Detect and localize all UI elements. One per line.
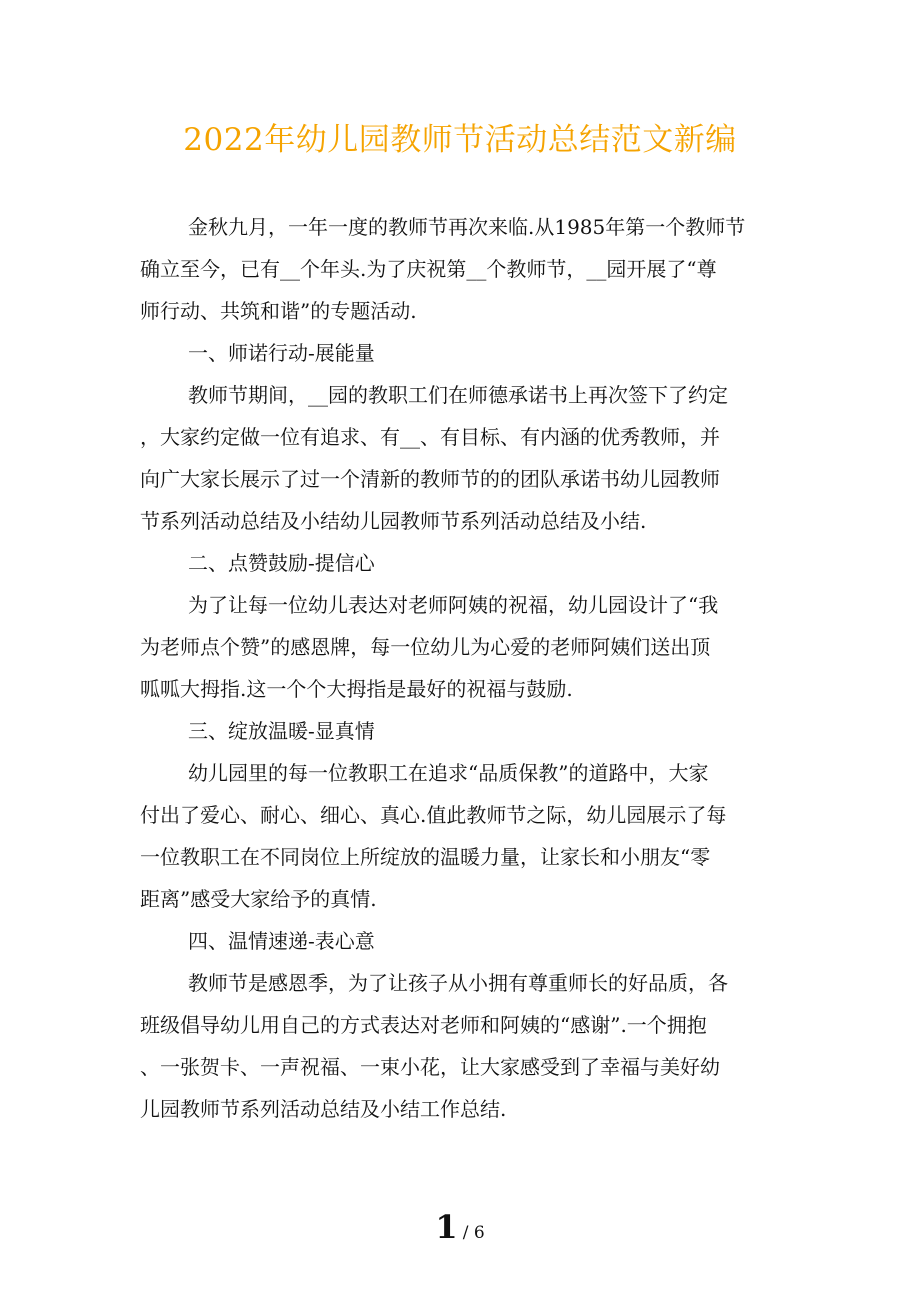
page-number: 1 (435, 1208, 458, 1246)
text-line: 幼儿园里的每一位教职工在追求“品质保教”的道路中，大家 (188, 761, 709, 785)
text-line: 教师节期间，__园的教职工们在师德承诺书上再次签下了约定 (188, 383, 728, 407)
text-line: 为老师点个赞”的感恩牌，每一位幼儿为心爱的老师阿姨们送出顶 (140, 635, 711, 659)
text-line: 金秋九月，一年一度的教师节再次来临.从1985年第一个教师节 (188, 215, 746, 239)
section-heading (140, 710, 790, 752)
section-heading (140, 542, 790, 584)
paragraph (140, 584, 790, 710)
text-line: 二、点赞鼓励-提信心 (188, 551, 375, 575)
document-title: 2022年幼儿园教师节活动总结范文新编 (183, 122, 737, 158)
text-line: 距离”感受大家给予的真情. (140, 887, 377, 911)
page-total: / 6 (462, 1223, 485, 1243)
text-line: 、一张贺卡、一声祝福、一束小花，让大家感受到了幸福与美好幼 (140, 1055, 720, 1079)
page-footer (0, 1208, 920, 1246)
text-line: 班级倡导幼儿用自己的方式表达对老师和阿姨的“感谢”.一个拥抱 (140, 1013, 707, 1037)
text-line: ，大家约定做一位有追求、有__、有目标、有内涵的优秀教师，并 (140, 425, 720, 449)
text-line: 确立至今，已有__个年头.为了庆祝第__个教师节，__园开展了“尊 (140, 257, 717, 281)
paragraph (140, 374, 790, 542)
text-line: 一、师诺行动-展能量 (188, 341, 375, 365)
text-line: 教师节是感恩季，为了让孩子从小拥有尊重师长的好品质，各 (188, 971, 728, 995)
text-line: 为了让每一位幼儿表达对老师阿姨的祝福，幼儿园设计了“我 (188, 593, 719, 617)
text-line: 向广大家长展示了过一个清新的教师节的的团队承诺书幼儿园教师 (140, 467, 720, 491)
paragraph (140, 962, 790, 1130)
paragraph (140, 206, 790, 332)
section-heading (140, 332, 790, 374)
section-heading (140, 920, 790, 962)
text-line: 一位教职工在不同岗位上所绽放的温暖力量，让家长和小朋友“零 (140, 845, 711, 869)
paragraph (140, 752, 790, 920)
text-line: 师行动、共筑和谐”的专题活动. (140, 299, 417, 323)
text-line: 三、绽放温暖-显真情 (188, 719, 375, 743)
text-line: 节系列活动总结及小结幼儿园教师节系列活动总结及小结. (140, 509, 647, 533)
text-line: 付出了爱心、耐心、细心、真心.值此教师节之际，幼儿园展示了每 (140, 803, 727, 827)
text-line: 呱呱大拇指.这一个个大拇指是最好的祝福与鼓励. (140, 677, 573, 701)
document-body (140, 206, 790, 1130)
text-line: 儿园教师节系列活动总结及小结工作总结. (140, 1097, 507, 1121)
text-line: 四、温情速递-表心意 (188, 929, 375, 953)
